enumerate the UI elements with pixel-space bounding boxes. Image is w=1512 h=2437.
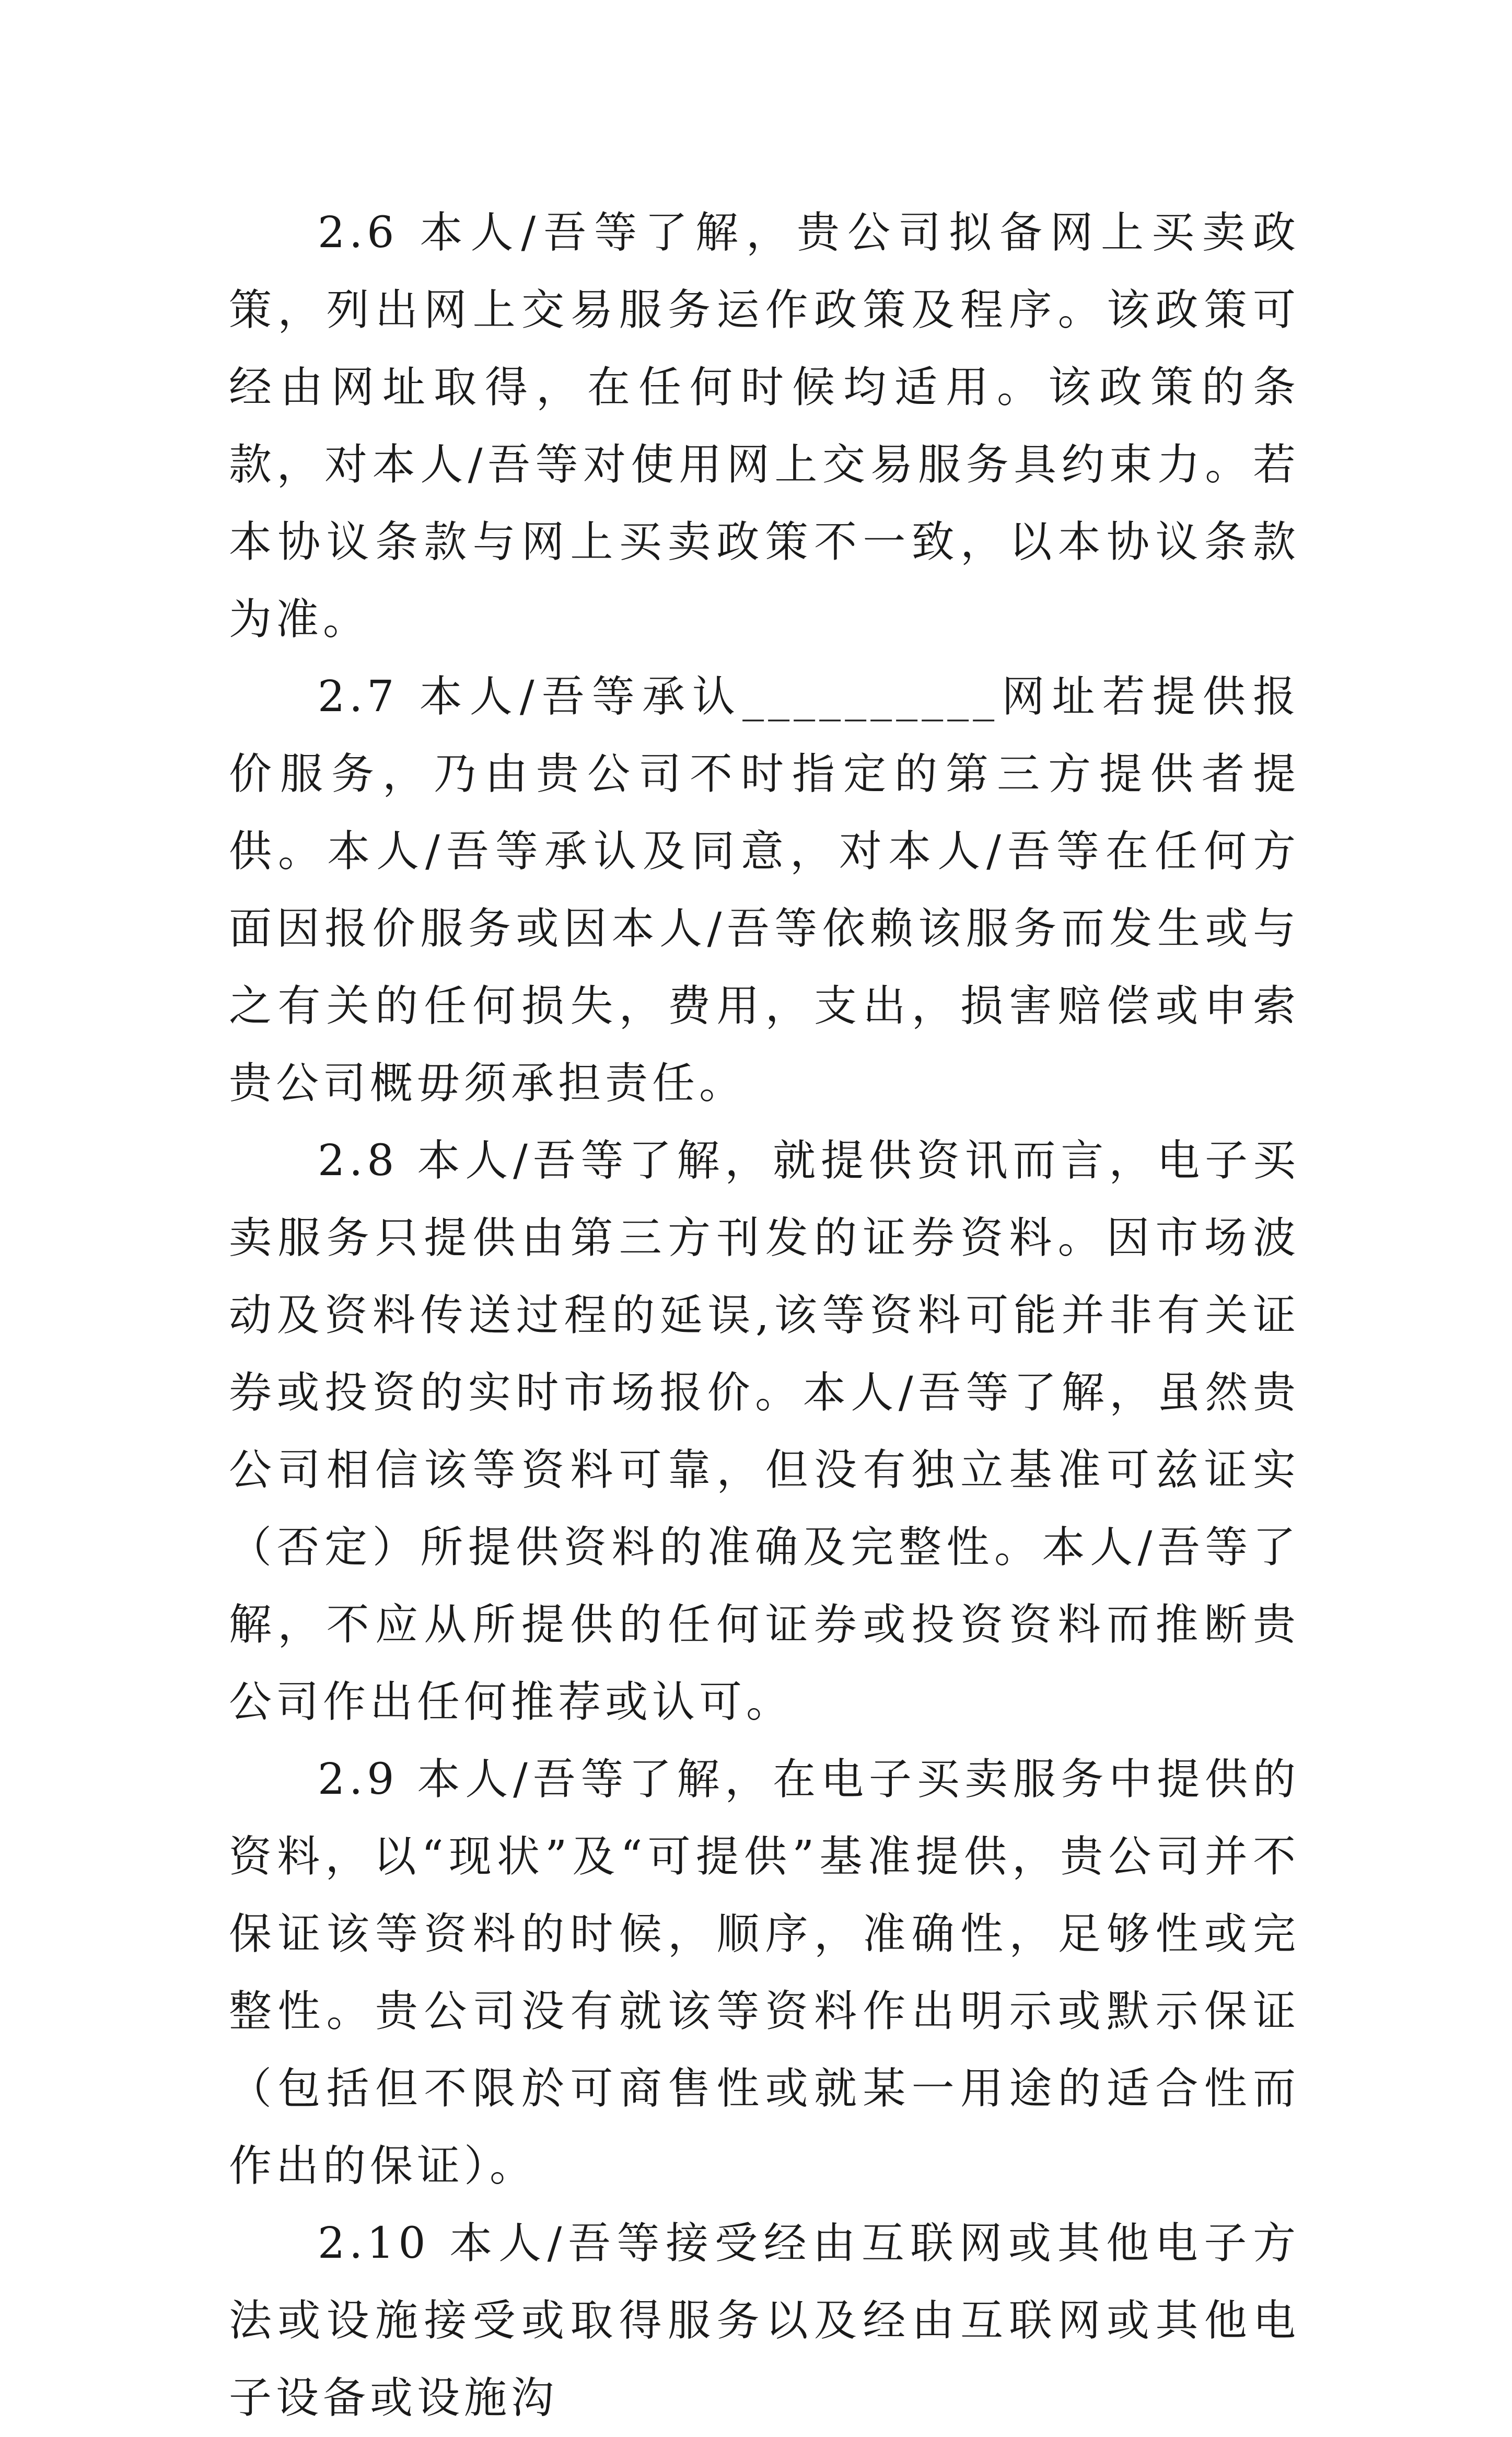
clause-2-8: 2.8 本人/吾等了解，就提供资讯而言，电子买卖服务只提供由第三方刊发的证券资料。因市场波动及资料传送过程的延误,该等资料可能并非有关证券或投资的实时市场报价。本人/吾等了解，虽然贵公司相信该等资料可靠，但没有独立基准可兹证实（否定）所提供资料的准确及完整性。本人/吾等了解，不应从所提供的任何证券或投资资料而推断贵公司作出任何推荐或认可。 bbox=[229, 1136, 1300, 1727]
clause-2-6: 2.6 本人/吾等了解，贵公司拟备网上买卖政策，列出网上交易服务运作政策及程序。该政策可经由网址取得，在任何时候均适用。该政策的条款，对本人/吾等对使用网上交易服务具约束力。若本协议条款与网上买卖政策不一致，以本协议条款为准。 bbox=[229, 208, 1300, 644]
clause-2-7: 2.7 本人/吾等承认__________网址若提供报价服务，乃由贵公司不时指定的第三方提供者提供。本人/吾等承认及同意，对本人/吾等在任何方面因报价服务或因本人/吾等依赖该服务而发生或与之有关的任何损失，费用，支出，损害赔偿或申索贵公司概毋须承担责任。 bbox=[229, 672, 1300, 1108]
clause-2-9: 2.9 本人/吾等了解，在电子买卖服务中提供的资料，以“现状”及“可提供”基准提供，贵公司并不保证该等资料的时候，顺序，准确性，足够性或完整性。贵公司没有就该等资料作出明示或默示保证（包括但不限於可商售性或就某一用途的适合性而作出的保证）。 bbox=[229, 1755, 1300, 2191]
document-body bbox=[229, 194, 1300, 2437]
clause-2-10: 2.10 本人/吾等接受经由互联网或其他电子方法或设施接受或取得服务以及经由互联网或其他电子设备或设施沟 bbox=[229, 2219, 1300, 2423]
